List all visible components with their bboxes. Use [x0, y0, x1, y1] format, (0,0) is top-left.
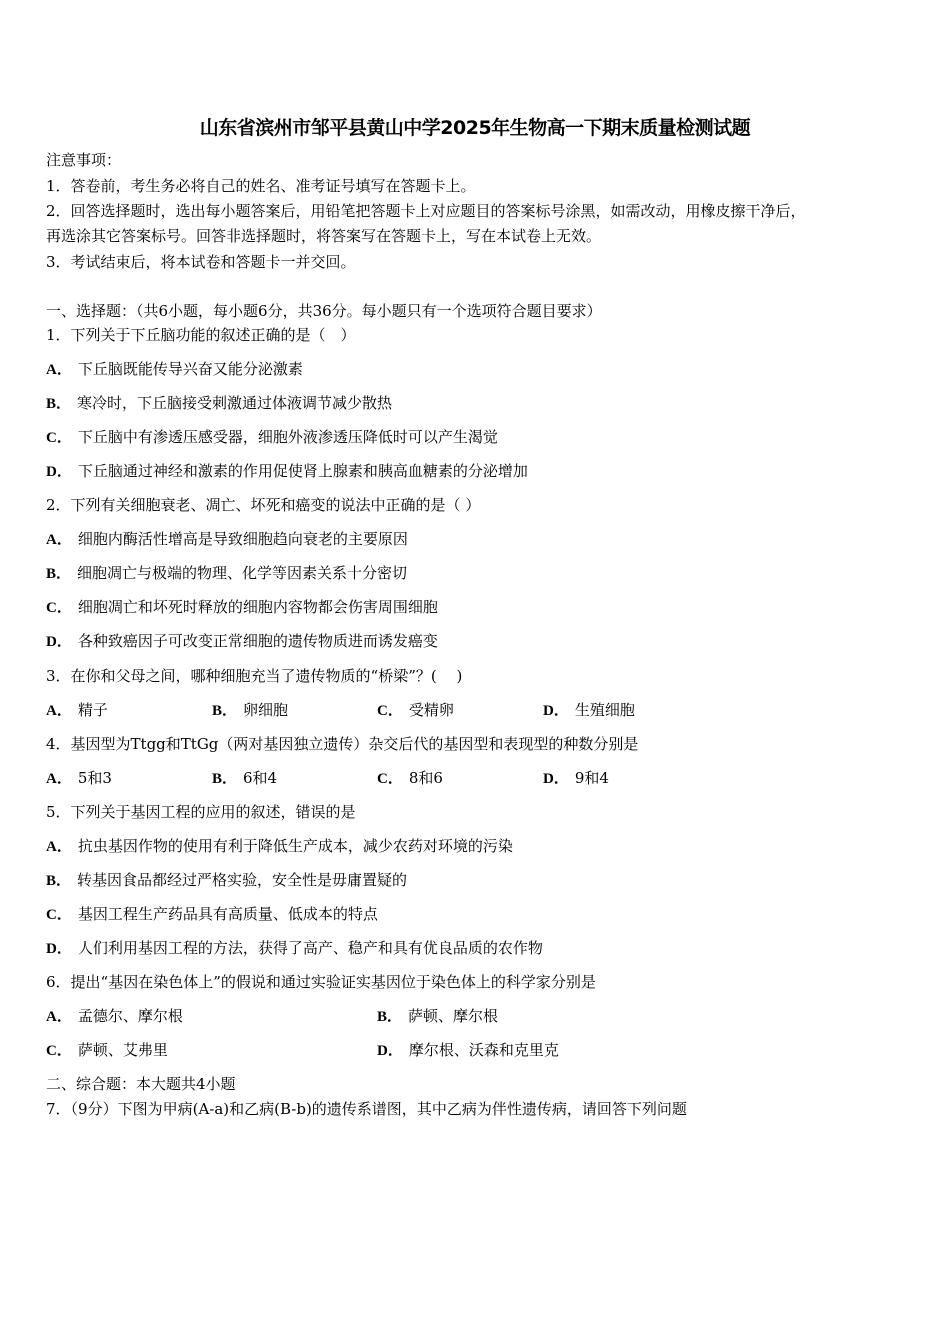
option [377, 1006, 498, 1027]
option [46, 836, 513, 857]
option [46, 563, 407, 584]
option-text: 生殖细胞 [574, 701, 635, 719]
notice-item: 3．考试结束后，将本试卷和答题卡一并交回。 [46, 253, 356, 271]
notice-heading: 注意事项： [46, 151, 122, 169]
option [46, 938, 543, 959]
question-stem: 5．下列关于基因工程的应用的叙述，错误的是 [46, 803, 356, 821]
option [377, 768, 443, 789]
option [46, 393, 392, 414]
notice-item: 1．答卷前，考生务必将自己的姓名、准考证号填写在答题卡上。 [46, 177, 476, 195]
option-text: 受精卵 [408, 701, 454, 719]
option [212, 700, 288, 721]
option-letter: C． [46, 1043, 72, 1059]
option-text: 转基因食品都经过严格实验，安全性是毋庸置疑的 [77, 871, 408, 889]
option-letter: B． [212, 703, 238, 719]
option [46, 427, 498, 448]
question-stem: 7．（9分）下图为甲病(A-a)和乙病(B-b)的遗传系谱图，其中乙病为伴性遗传病，请回答下列问题 [46, 1100, 687, 1118]
option-text: 摩尔根、沃森和克里克 [408, 1041, 559, 1059]
option [212, 768, 277, 789]
option [46, 1006, 183, 1027]
option-letter: D． [46, 634, 72, 650]
option-text: 下丘脑通过神经和激素的作用促使肾上腺素和胰高血糖素的分泌增加 [77, 462, 528, 480]
option-text: 抗虫基因作物的使用有利于降低生产成本，减少农药对环境的污染 [77, 837, 513, 855]
option-letter: C． [46, 907, 72, 923]
option [543, 700, 635, 721]
option-text: 8和6 [408, 769, 443, 787]
option-text: 细胞凋亡与极端的物理、化学等因素关系十分密切 [77, 564, 408, 582]
option [46, 597, 438, 618]
option-text: 萨顿、摩尔根 [408, 1007, 499, 1025]
question-stem: 6．提出“基因在染色体上”的假说和通过实验证实基因位于染色体上的科学家分别是 [46, 973, 596, 991]
option-letter: C． [377, 703, 403, 719]
option-text: 细胞内酶活性增高是导致细胞趋向衰老的主要原因 [77, 530, 408, 548]
question-stem: 2．下列有关细胞衰老、凋亡、坏死和癌变的说法中正确的是（ ） [46, 496, 481, 514]
notice-item: 2．回答选择题时，选出每小题答案后，用铅笔把答题卡上对应题目的答案标号涂黑，如需改动，用橡皮擦干净后， [46, 202, 806, 220]
option-text: 下丘脑既能传导兴奋又能分泌激素 [77, 360, 303, 378]
option [46, 904, 378, 925]
option-letter: B． [377, 1009, 403, 1025]
option-text: 6和4 [243, 769, 278, 787]
option-letter: C． [46, 430, 72, 446]
option-letter: D． [46, 941, 72, 957]
notice-item: 再选涂其它答案标号。回答非选择题时，将答案写在答题卡上，写在本试卷上无效。 [46, 227, 602, 245]
option-text: 萨顿、艾弗里 [77, 1041, 168, 1059]
option-letter: C． [46, 600, 72, 616]
option [543, 768, 609, 789]
option-text: 人们利用基因工程的方法，获得了高产、稳产和具有优良品质的农作物 [77, 939, 543, 957]
option [46, 768, 112, 789]
option-letter: D． [46, 464, 72, 480]
option-text: 5和3 [77, 769, 112, 787]
option-letter: A． [46, 362, 72, 378]
option-letter: D． [543, 771, 569, 787]
option [46, 700, 108, 721]
question-stem: 1．下列关于下丘脑功能的叙述正确的是（ ） [46, 326, 356, 344]
page-title: 山东省滨州市邹平县黄山中学2025年生物高一下期末质量检测试题 [199, 117, 751, 139]
section-heading: 二、综合题：本大题共4小题 [46, 1075, 236, 1093]
option [46, 870, 407, 891]
option [46, 631, 438, 652]
option-letter: A． [46, 771, 72, 787]
option-text: 寒冷时，下丘脑接受刺激通过体液调节减少散热 [77, 394, 393, 412]
option [46, 359, 303, 380]
option [46, 1040, 168, 1061]
option-letter: A． [46, 532, 72, 548]
option-letter: C． [377, 771, 403, 787]
option [377, 1040, 559, 1061]
option-text: 细胞凋亡和坏死时释放的细胞内容物都会伤害周围细胞 [77, 598, 438, 616]
option [46, 461, 528, 482]
question-stem: 4．基因型为Ttgg和TtGg（两对基因独立遗传）杂交后代的基因型和表现型的种数分别是 [46, 735, 639, 753]
option [377, 700, 454, 721]
option-letter: B． [212, 771, 238, 787]
option-letter: A． [46, 703, 72, 719]
option-letter: D． [543, 703, 569, 719]
option-text: 孟德尔、摩尔根 [77, 1007, 183, 1025]
section-heading: 一、选择题：（共6小题，每小题6分，共36分。每小题只有一个选项符合题目要求） [46, 302, 602, 320]
option-letter: A． [46, 839, 72, 855]
option-text: 下丘脑中有渗透压感受器，细胞外液渗透压降低时可以产生渴觉 [77, 428, 498, 446]
option [46, 529, 408, 550]
option-text: 各种致癌因子可改变正常细胞的遗传物质进而诱发癌变 [77, 632, 438, 650]
option-text: 卵细胞 [243, 701, 289, 719]
option-text: 基因工程生产药品具有高质量、低成本的特点 [77, 905, 378, 923]
option-letter: B． [46, 396, 72, 412]
option-letter: B． [46, 566, 72, 582]
option-letter: A． [46, 1009, 72, 1025]
option-letter: D． [377, 1043, 403, 1059]
option-text: 精子 [77, 701, 108, 719]
option-text: 9和4 [574, 769, 609, 787]
question-stem: 3．在你和父母之间，哪种细胞充当了遗传物质的“桥梁”？( ) [46, 667, 463, 685]
option-letter: B． [46, 873, 72, 889]
